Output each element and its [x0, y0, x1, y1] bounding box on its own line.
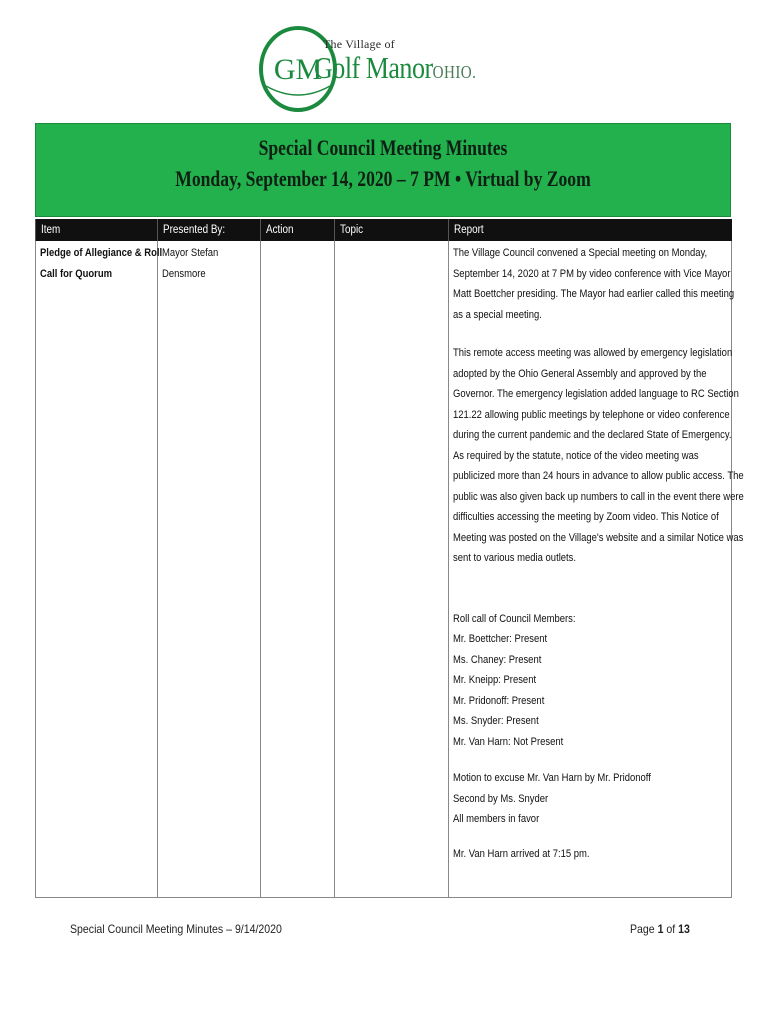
- arrival-note: Mr. Van Harn arrived at 7:15 pm.: [453, 847, 590, 860]
- logo-name: Golf Manor: [314, 50, 433, 85]
- title-banner: [35, 123, 731, 217]
- presenter-line: Densmore: [162, 267, 206, 280]
- cell-topic: [335, 241, 449, 898]
- village-logo: [256, 24, 496, 116]
- header-topic: Topic: [335, 219, 449, 241]
- header-item: Item: [36, 219, 158, 241]
- header-presented-by: Presented By:: [158, 219, 261, 241]
- table-header-row: [36, 219, 732, 241]
- banner-title: Special Council Meeting Minutes: [258, 135, 508, 160]
- logo-small-text: The Village of: [323, 37, 395, 51]
- item-line: Pledge of Allegiance & Roll: [40, 247, 163, 259]
- motion-text: Motion to excuse Mr. Van Harn by Mr. Pridonoff Second by Ms. Snyder All members in favor: [453, 772, 651, 825]
- cell-presented-by: [158, 241, 261, 898]
- footer-document-title: Special Council Meeting Minutes – 9/14/2020: [70, 922, 282, 936]
- header-action: Action: [261, 219, 335, 241]
- logo-main-text: [314, 50, 476, 86]
- logo-state: OHIO.: [432, 62, 477, 82]
- table-row: [36, 241, 732, 898]
- footer-page-number: Page 1 of 13: [630, 922, 690, 936]
- roll-call-list: Roll call of Council Members: Mr. Boettcher: Present Ms. Chaney: Present Mr. Kneipp: Present Mr. Pridonoff: Present Ms. Snyder: Present Mr. Van Harn: Not Present: [453, 612, 576, 748]
- report-paragraph-2: This remote access meeting was allowed by emergency legislation adopted by the Ohio General Assembly and approved by the Governor. The emergency legislation added language to RC Section 121.22 allowing public meetings by telephone or video conference during the current pandemic and the declared State of Emergency. As required by the statute, notice of the video meeting was publicized more than 24 hours in advance to allow public access. The public was also given back up numbers to call in the event there were difficulties accessing the meeting by Zoom video. This Notice of Meeting was posted on the Village's website and a similar Notice was sent to various media outlets.: [453, 347, 744, 564]
- item-line: Call for Quorum: [40, 267, 113, 280]
- cell-action: [261, 241, 335, 898]
- cell-item: [36, 241, 163, 898]
- presenter-line: Mayor Stefan: [162, 247, 219, 259]
- report-paragraph-1: The Village Council convened a Special meeting on Monday, September 14, 2020 at 7 PM by video conference with Vice Mayor Matt Boettcher presiding. The Mayor had earlier called this meeting as a special meeting.: [453, 247, 735, 321]
- logo-initials: GM: [273, 53, 323, 86]
- header-report: Report: [449, 219, 732, 241]
- banner-subtitle: Monday, September 14, 2020 – 7 PM • Virtual by Zoom: [175, 166, 591, 191]
- minutes-table: [35, 219, 744, 898]
- cell-report: [449, 241, 744, 898]
